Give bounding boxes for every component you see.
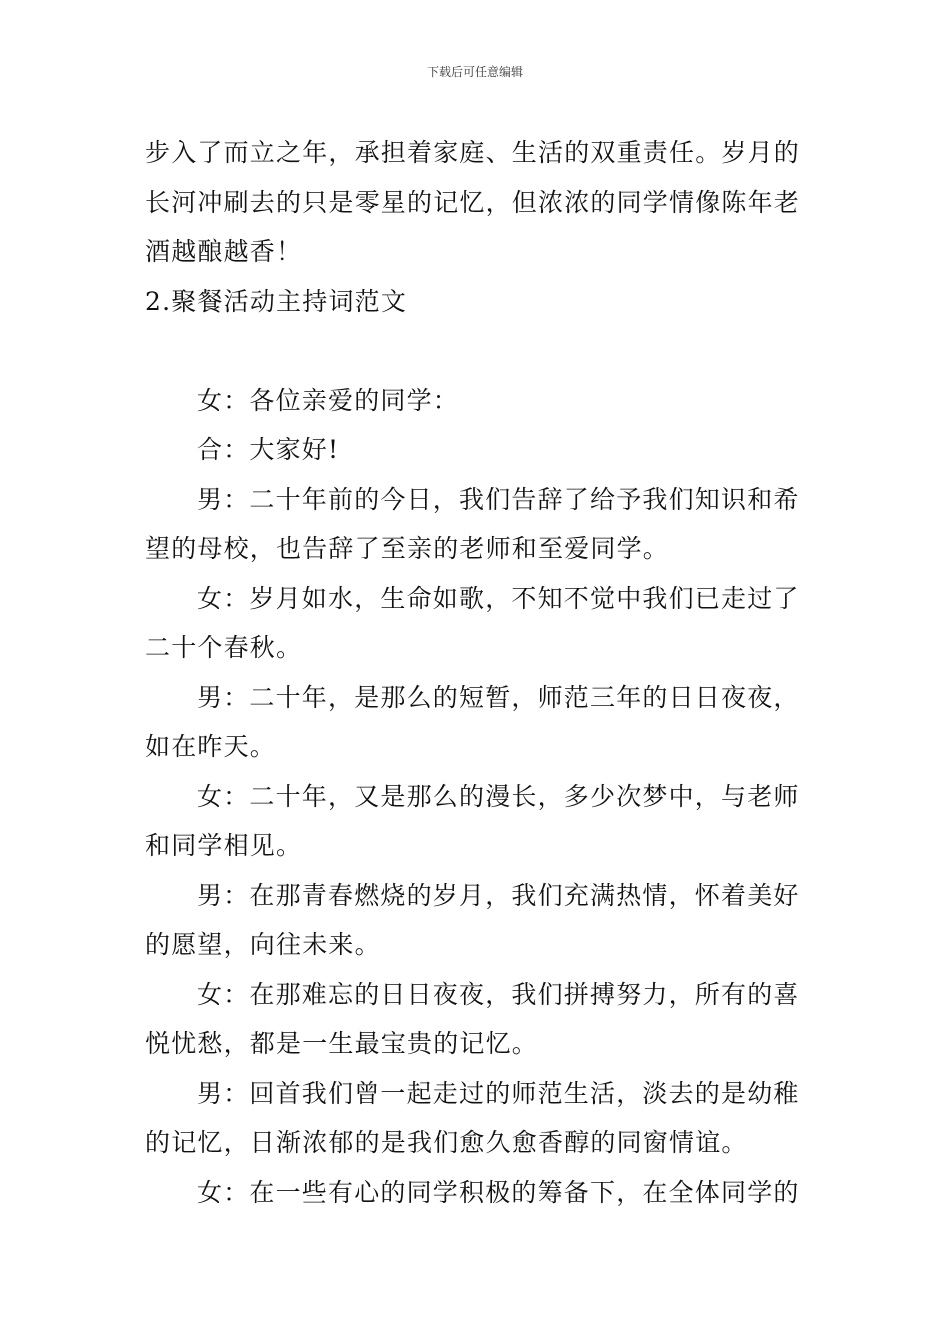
dialogue-line: 女：二十年，又是那么的漫长，多少次梦中，与老师和同学相见。	[145, 781, 800, 860]
dialogue-line: 合：大家好!	[197, 435, 340, 464]
section-heading: 2.聚餐活动主持词范文	[145, 286, 408, 316]
intro-paragraph: 步入了而立之年，承担着家庭、生活的双重责任。岁月的长河冲刷去的只是零星的记忆，但浓浓的同学情像陈年老酒越酿越香！	[145, 138, 801, 266]
dialogue-line: 女：各位亲爱的同学：	[197, 385, 460, 415]
dialogue-line: 男：二十年，是那么的短暂，师范三年的日日夜夜，如在昨天。	[145, 682, 800, 761]
dialogue-line: 男：回首我们曾一起走过的师范生活，淡去的是幼稚的记忆，日渐浓郁的是我们愈久愈香醇的同窗情谊。	[145, 1078, 800, 1157]
dialogue-line: 男：二十年前的今日，我们告辞了给予我们知识和希望的母校，也告辞了至亲的老师和至爱同学。	[145, 484, 800, 563]
blank-line	[145, 326, 810, 376]
document-body	[145, 128, 810, 1217]
page-header: 下载后可任意编辑	[426, 65, 523, 79]
dialogue-line: 男：在那青春燃烧的岁月，我们充满热情，怀着美好的愿望，向往未来。	[145, 880, 800, 959]
dialogue-line: 女：岁月如水，生命如歌，不知不觉中我们已走过了二十个春秋。	[145, 583, 800, 662]
dialogue-line: 女：在那难忘的日日夜夜，我们拼搏努力，所有的喜悦忧愁，都是一生最宝贵的记忆。	[145, 979, 800, 1058]
dialogue-line: 女：在一些有心的同学积极的筹备下，在全体同学的	[197, 1177, 800, 1207]
